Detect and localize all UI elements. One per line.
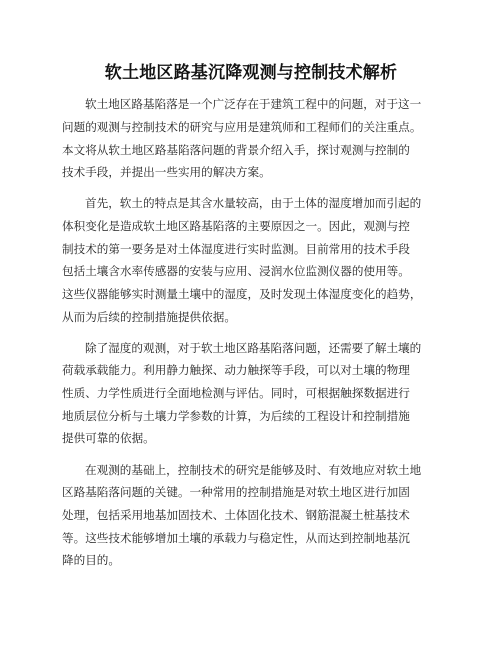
paragraph-3-line-2: 荷载承载能力。利用静力触探、动力触探等手段，可以对土壤的物理 — [62, 363, 410, 377]
paragraph-2-line-2: 体积变化是造成软土地区路基陷落的主要原因之一。因此，观测与控 — [62, 219, 410, 233]
paragraph-2-line-4: 包括土壤含水率传感器的安装与应用、浸润水位监测仪器的使用等。 — [62, 264, 410, 278]
paragraph-3-line-1: 除了湿度的观测，对于软土地区路基陷落问题，还需要了解土壤的 — [85, 341, 422, 355]
paragraph-2-line-5: 这些仪器能够实时测量土壤中的湿度，及时发现土体湿度变化的趋势， — [62, 287, 422, 301]
paragraph-3-line-3: 性质、力学性质进行全面地检测与评估。同时，可根据触探数据进行 — [62, 386, 410, 400]
paragraph-4-line-3: 处理，包括采用地基加固技术、土体固化技术、钢筋混凝土桩基技术 — [62, 508, 410, 522]
paragraph-1-line-1: 软土地区路基陷落是一个广泛存在于建筑工程中的问题，对于这一 — [85, 97, 422, 111]
paragraph-4-line-5: 降的目的。 — [62, 553, 120, 567]
paragraph-1-line-3: 本文将从软土地区路基陷落问题的背景介绍入手，探讨观测与控制的 — [62, 143, 410, 157]
paragraph-4-line-4: 等。这些技术能够增加土壤的承载力与稳定性，从而达到控制地基沉 — [62, 531, 410, 545]
paragraph-4-line-1: 在观测的基础上，控制技术的研究是能够及时、有效地应对软土地 — [85, 463, 422, 477]
paragraph-1-line-2: 问题的观测与控制技术的研究与应用是建筑师和工程师们的关注重点。 — [62, 120, 422, 134]
paragraph-3-line-5: 提供可靠的依据。 — [62, 431, 155, 445]
document-title: 软土地区路基沉降观测与控制技术解析 — [104, 63, 398, 83]
paragraph-2-line-1: 首先，软土的特点是其含水量较高，由于土体的湿度增加而引起的 — [85, 196, 422, 210]
paragraph-2-line-6: 从而为后续的控制措施提供依据。 — [62, 310, 236, 324]
paragraph-3-line-4: 地质层位分析与土壤力学参数的计算，为后续的工程设计和控制措施 — [62, 409, 410, 423]
paragraph-2-line-3: 制技术的第一要务是对土体湿度进行实时监测。目前常用的技术手段 — [62, 242, 410, 256]
paragraph-4-line-2: 区路基陷落问题的关键。一种常用的控制措施是对软土地区进行加固 — [62, 485, 410, 499]
paragraph-1-line-4: 技术手段，并提出一些实用的解决方案。 — [62, 165, 271, 179]
